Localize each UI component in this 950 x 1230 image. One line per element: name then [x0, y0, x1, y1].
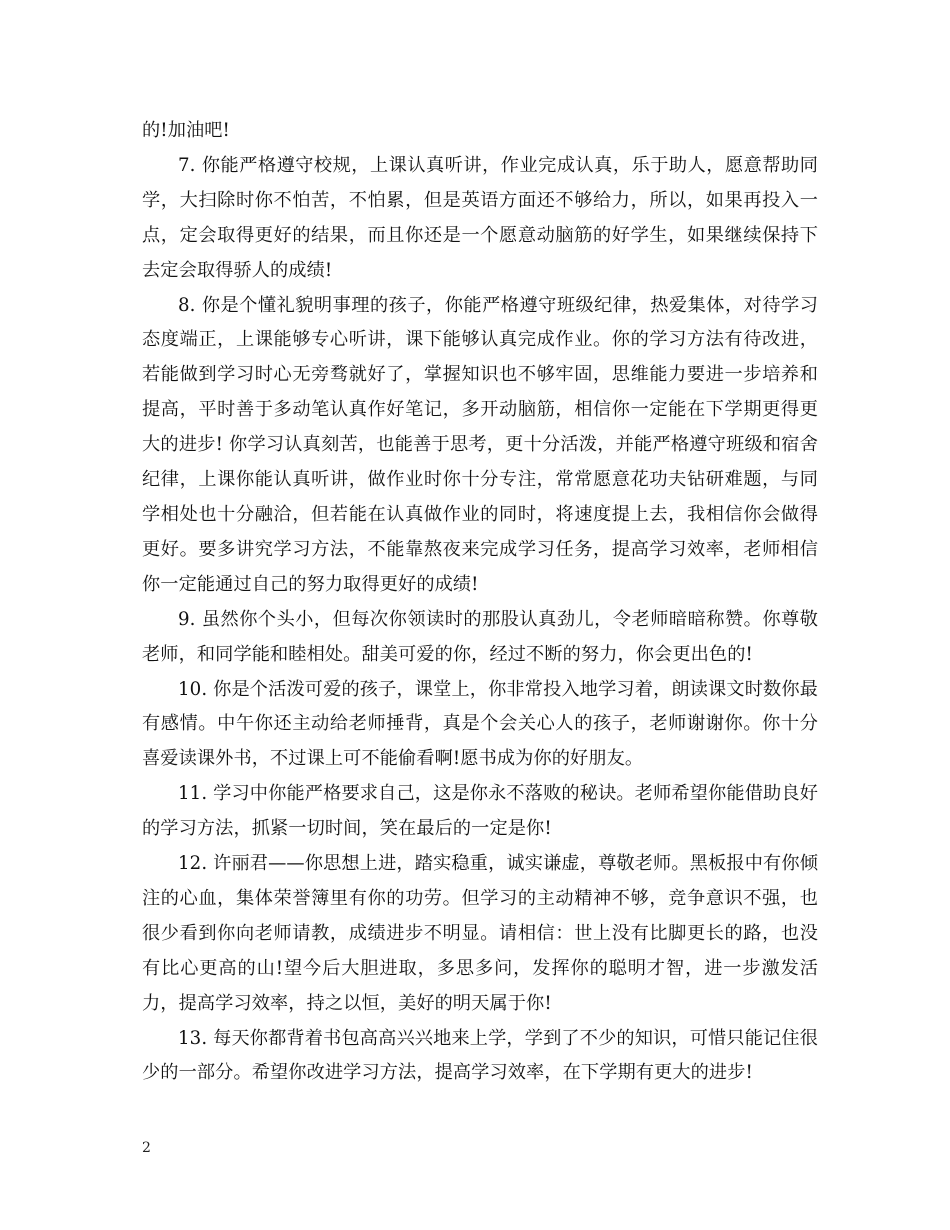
- document-body: [142, 114, 818, 1091]
- paragraph-continuation: 的!加油吧!: [142, 120, 230, 141]
- paragraph-item-8: 8. 你是个懂礼貌明事理的孩子，你能严格遵守班级纪律，热爱集体，对待学习态度端正，上课能够专心听讲，课下能够认真完成作业。你的学习方法有待改进，若能做到学习时心无旁骛就好了，掌握知识也不够牢固，思维能力要进一步培养和提高，平时善于多动笔认真作好笔记，多开动脑筋，相信你一定能在下学期更得更大的进步! 你学习认真刻苦，也能善于思考，更十分活泼，并能严格遵守班级和宿舍纪律，上课你能认真听讲，做作业时你十分专注，常常愿意花功夫钻研难题，与同学相处也十分融洽，但若能在认真做作业的同时，将速度提上去，我相信你会做得更好。要多讲究学习方法，不能靠熬夜来完成学习任务，提高学习效率，老师相信你一定能通过自己的努力取得更好的成绩!: [142, 294, 818, 595]
- page-number: 2: [142, 1140, 151, 1156]
- paragraph-item-11: 11. 学习中你能严格要求自己，这是你永不落败的秘诀。老师希望你能借助良好的学习方法，抓紧一切时间，笑在最后的一定是你!: [142, 783, 818, 840]
- paragraph-item-7: 7. 你能严格遵守校规，上课认真听讲，作业完成认真，乐于助人，愿意帮助同学，大扫除时你不怕苦，不怕累，但是英语方面还不够给力，所以，如果再投入一点，定会取得更好的结果，而且你还是一个愿意动脑筋的好学生，如果继续保持下去定会取得骄人的成绩!: [142, 154, 818, 281]
- paragraph-item-9: 9. 虽然你个头小，但每次你领读时的那股认真劲儿，令老师暗暗称赞。你尊敬老师，和同学能和睦相处。甜美可爱的你，经过不断的努力，你会更出色的!: [142, 608, 818, 665]
- paragraph-item-12: 12. 许丽君——你思想上进，踏实稳重，诚实谦虚，尊敬老师。黑板报中有你倾注的心血，集体荣誉簿里有你的功劳。但学习的主动精神不够，竞争意识不强，也很少看到你向老师请教，成绩进步不明显。请相信：世上没有比脚更长的路，也没有比心更高的山!望今后大胆进取，多思多问，发挥你的聪明才智，进一步激发活力，提高学习效率，持之以恒，美好的明天属于你!: [142, 853, 818, 1014]
- paragraph-item-13: 13. 每天你都背着书包高高兴兴地来上学，学到了不少的知识，可惜只能记住很少的一部分。希望你改进学习方法，提高学习效率，在下学期有更大的进步!: [142, 1027, 818, 1084]
- paragraph-item-10: 10. 你是个活泼可爱的孩子，课堂上，你非常投入地学习着，朗读课文时数你最有感情。中午你还主动给老师捶背，真是个会关心人的孩子，老师谢谢你。你十分喜爱读课外书，不过课上可不能偷看啊!愿书成为你的好朋友。: [142, 678, 818, 770]
